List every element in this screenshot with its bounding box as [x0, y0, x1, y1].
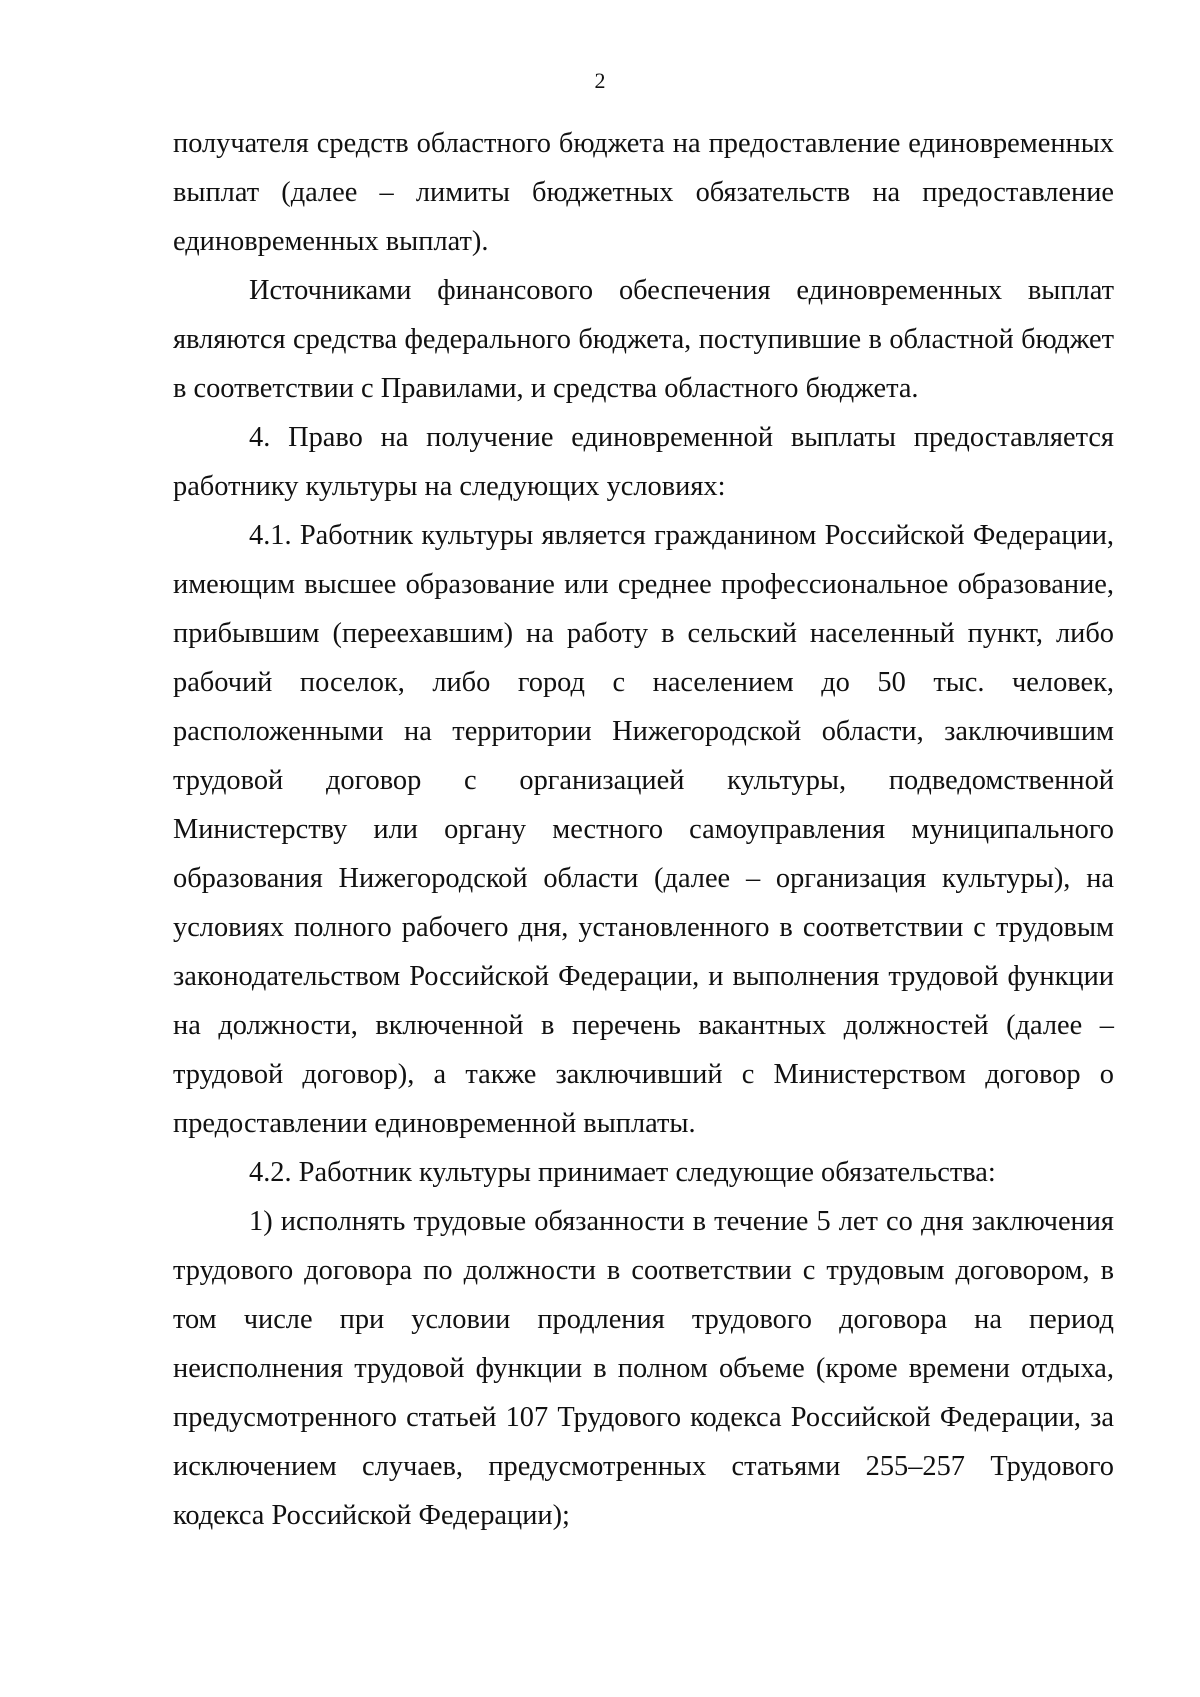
paragraph-clause-4: 4. Право на получение единовременной выплаты предоставляется работнику культуры на следующих условиях: [173, 422, 1114, 502]
page-number: 2 [594, 68, 606, 93]
paragraph-clause-4-2: 4.2. Работник культуры принимает следующие обязательства: [249, 1157, 996, 1188]
paragraph-obligation-1: 1) исполнять трудовые обязанности в течение 5 лет со дня заключения трудового договора по должности в соответствии с трудовым договором, в том числе при условии продления трудового договора на период неисполнения трудовой функции в полном объеме (кроме времени отдыха, предусмотренного статьей 107 Трудового кодекса Российской Федерации, за исключением случаев, предусмотренных статьями 255–257 Трудового кодекса Российской Федерации); [173, 1206, 1114, 1531]
document-body [173, 119, 1114, 1540]
paragraph-budget-limits: получателя средств областного бюджета на предоставление единовременных выплат (далее – лимиты бюджетных обязательств на предоставление единовременных выплат). [173, 128, 1114, 257]
paragraph-funding-sources: Источниками финансового обеспечения единовременных выплат являются средства федерального бюджета, поступившие в областной бюджет в соответствии с Правилами, и средства областного бюджета. [173, 275, 1114, 404]
paragraph-clause-4-1: 4.1. Работник культуры является гражданином Российской Федерации, имеющим высшее образование или среднее профессиональное образование, прибывшим (переехавшим) на работу в сельский населенный пункт, либо рабочий поселок, либо город с населением до 50 тыс. человек, расположенными на территории Нижегородской области, заключившим трудовой договор с организацией культуры, подведомственной Министерству или органу местного самоуправления муниципального образования Нижегородской области (далее – организация культуры), на условиях полного рабочего дня, установленного в соответствии с трудовым законодательством Российской Федерации, и выполнения трудовой функции на должности, включенной в перечень вакантных должностей (далее – трудовой договор), а также заключивший с Министерством договор о предоставлении единовременной выплаты. [173, 520, 1114, 1139]
